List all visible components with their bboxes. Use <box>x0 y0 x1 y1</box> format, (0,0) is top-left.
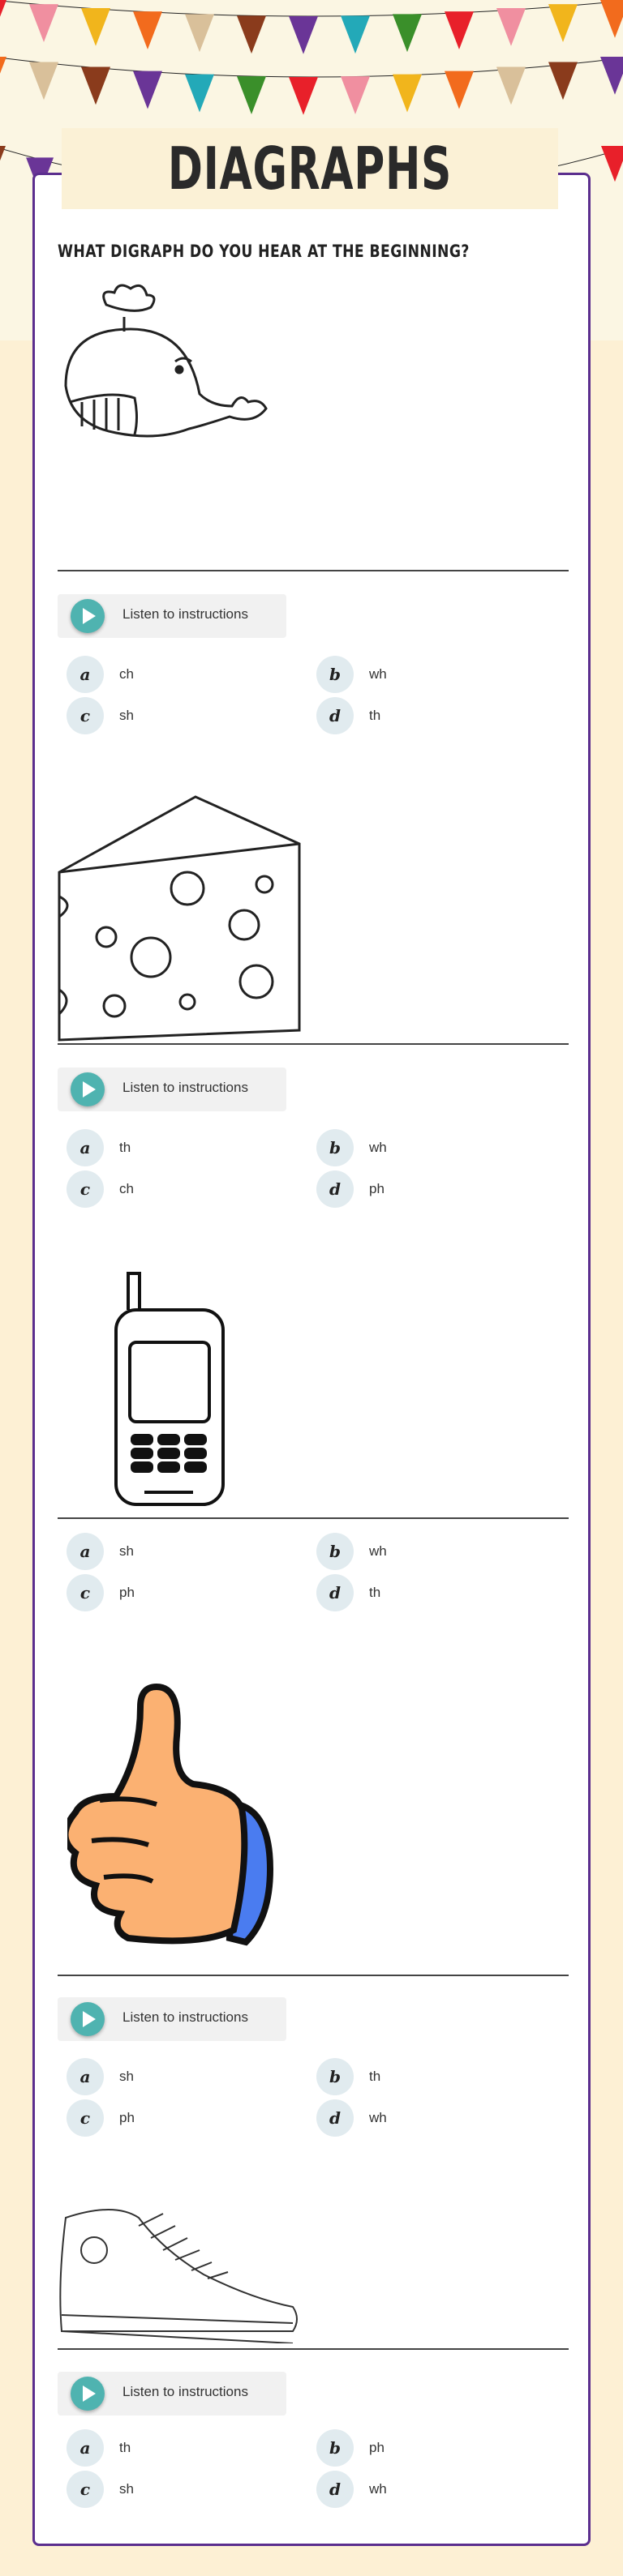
option-text: ch <box>119 1181 134 1196</box>
option-text: th <box>369 1585 381 1600</box>
option-letter-badge: b <box>316 2058 354 2095</box>
listen-label: Listen to instructions <box>122 2384 248 2399</box>
bunting-flag <box>600 0 623 38</box>
bunting-flag <box>600 57 623 95</box>
bunting-flag <box>237 15 266 53</box>
bunting-flag <box>29 4 58 42</box>
bunting-flag <box>548 62 578 100</box>
question-divider <box>58 2348 569 2350</box>
listen-button[interactable] <box>58 1068 286 1111</box>
thumbs-up-image <box>67 1683 303 1958</box>
answer-option-c[interactable] <box>67 2099 261 2137</box>
option-letter-badge: b <box>316 2429 354 2467</box>
option-text: wh <box>369 666 387 682</box>
listen-label: Listen to instructions <box>122 2009 248 2025</box>
bunting-flag <box>393 14 422 52</box>
bunting-flag <box>601 146 623 182</box>
option-letter-badge: d <box>316 1170 354 1208</box>
bunting-flag <box>445 11 474 49</box>
option-letter-badge: b <box>316 656 354 693</box>
option-letter-badge: d <box>316 2471 354 2508</box>
option-text: ph <box>369 2440 385 2455</box>
option-text: ph <box>369 1181 385 1196</box>
title-banner <box>62 128 558 209</box>
answer-option-c[interactable] <box>67 1170 261 1208</box>
listen-button[interactable] <box>58 594 286 638</box>
bunting-flag <box>81 8 110 46</box>
option-text: th <box>369 708 381 723</box>
answer-option-b[interactable] <box>316 1533 511 1570</box>
answer-option-b[interactable] <box>316 2058 511 2095</box>
page-title: DIAGRAPHS <box>167 135 453 203</box>
answer-option-a[interactable] <box>67 2058 261 2095</box>
answer-option-b[interactable] <box>316 2429 511 2467</box>
option-text: th <box>369 2069 381 2084</box>
option-letter-badge: c <box>67 697 104 734</box>
bunting-flag <box>445 71 474 109</box>
bunting-flag <box>133 11 162 49</box>
bunting-flag <box>341 15 370 53</box>
answer-option-a[interactable] <box>67 2429 261 2467</box>
answer-option-d[interactable] <box>316 1574 511 1611</box>
option-text: sh <box>119 1543 134 1559</box>
answer-option-a[interactable] <box>67 1533 261 1570</box>
option-letter-badge: c <box>67 1170 104 1208</box>
answer-option-a[interactable] <box>67 1129 261 1166</box>
answer-option-b[interactable] <box>316 656 511 693</box>
answer-option-c[interactable] <box>67 1574 261 1611</box>
question-divider <box>58 570 569 571</box>
bunting-flag <box>0 146 6 182</box>
option-text: wh <box>369 1140 387 1155</box>
question-divider <box>58 1517 569 1519</box>
question-prompt: WHAT DIGRAPH DO YOU HEAR AT THE BEGINNING? <box>58 242 470 261</box>
answer-option-c[interactable] <box>67 2471 261 2508</box>
bunting-flag <box>133 71 162 109</box>
option-letter-badge: c <box>67 2099 104 2137</box>
bunting-flag <box>393 75 422 113</box>
answer-option-d[interactable] <box>316 2471 511 2508</box>
option-text: wh <box>369 1543 387 1559</box>
option-letter-badge: c <box>67 1574 104 1611</box>
bunting-flag <box>0 57 6 95</box>
worksheet-card <box>32 173 591 2546</box>
option-letter-badge: a <box>67 1129 104 1166</box>
bunting-flag <box>81 67 110 105</box>
option-text: ch <box>119 666 134 682</box>
shoe-image <box>58 2202 301 2343</box>
option-letter-badge: d <box>316 1574 354 1611</box>
option-text: sh <box>119 2069 134 2084</box>
option-letter-badge: c <box>67 2471 104 2508</box>
question-divider <box>58 1043 569 1045</box>
answer-option-d[interactable] <box>316 2099 511 2137</box>
option-text: th <box>119 2440 131 2455</box>
bunting-flag <box>496 8 526 46</box>
listen-button[interactable] <box>58 1997 286 2041</box>
bunting-flag <box>0 0 6 38</box>
bunting-flag <box>237 76 266 114</box>
option-letter-badge: d <box>316 697 354 734</box>
question-divider <box>58 1975 569 1976</box>
answer-option-d[interactable] <box>316 1170 511 1208</box>
listen-button[interactable] <box>58 2372 286 2416</box>
option-letter-badge: d <box>316 2099 354 2137</box>
play-icon <box>71 2002 105 2036</box>
option-text: wh <box>369 2110 387 2125</box>
option-letter-badge: a <box>67 1533 104 1570</box>
bunting-flag <box>341 76 370 114</box>
option-letter-badge: a <box>67 2058 104 2095</box>
option-text: wh <box>369 2481 387 2497</box>
option-text: sh <box>119 2481 134 2497</box>
phone-image <box>112 1269 234 1508</box>
answer-option-b[interactable] <box>316 1129 511 1166</box>
bunting-flag <box>496 67 526 105</box>
answer-option-c[interactable] <box>67 697 261 734</box>
bunting-flag <box>289 16 318 54</box>
answer-option-d[interactable] <box>316 697 511 734</box>
bunting-flag <box>29 62 58 100</box>
play-icon <box>71 2377 105 2411</box>
bunting-flag <box>185 75 214 113</box>
option-text: th <box>119 1140 131 1155</box>
listen-label: Listen to instructions <box>122 606 248 622</box>
bunting-flag <box>548 4 578 42</box>
option-letter-badge: b <box>316 1533 354 1570</box>
option-letter-badge: a <box>67 656 104 693</box>
play-icon <box>71 599 105 633</box>
play-icon <box>71 1072 105 1106</box>
option-text: ph <box>119 2110 135 2125</box>
answer-option-a[interactable] <box>67 656 261 693</box>
bunting-flag <box>185 14 214 52</box>
option-letter-badge: a <box>67 2429 104 2467</box>
cheese-image <box>58 795 309 1046</box>
whale-image <box>58 280 293 516</box>
option-letter-badge: b <box>316 1129 354 1166</box>
option-text: ph <box>119 1585 135 1600</box>
option-text: sh <box>119 708 134 723</box>
bunting-flag <box>289 77 318 115</box>
listen-label: Listen to instructions <box>122 1080 248 1095</box>
